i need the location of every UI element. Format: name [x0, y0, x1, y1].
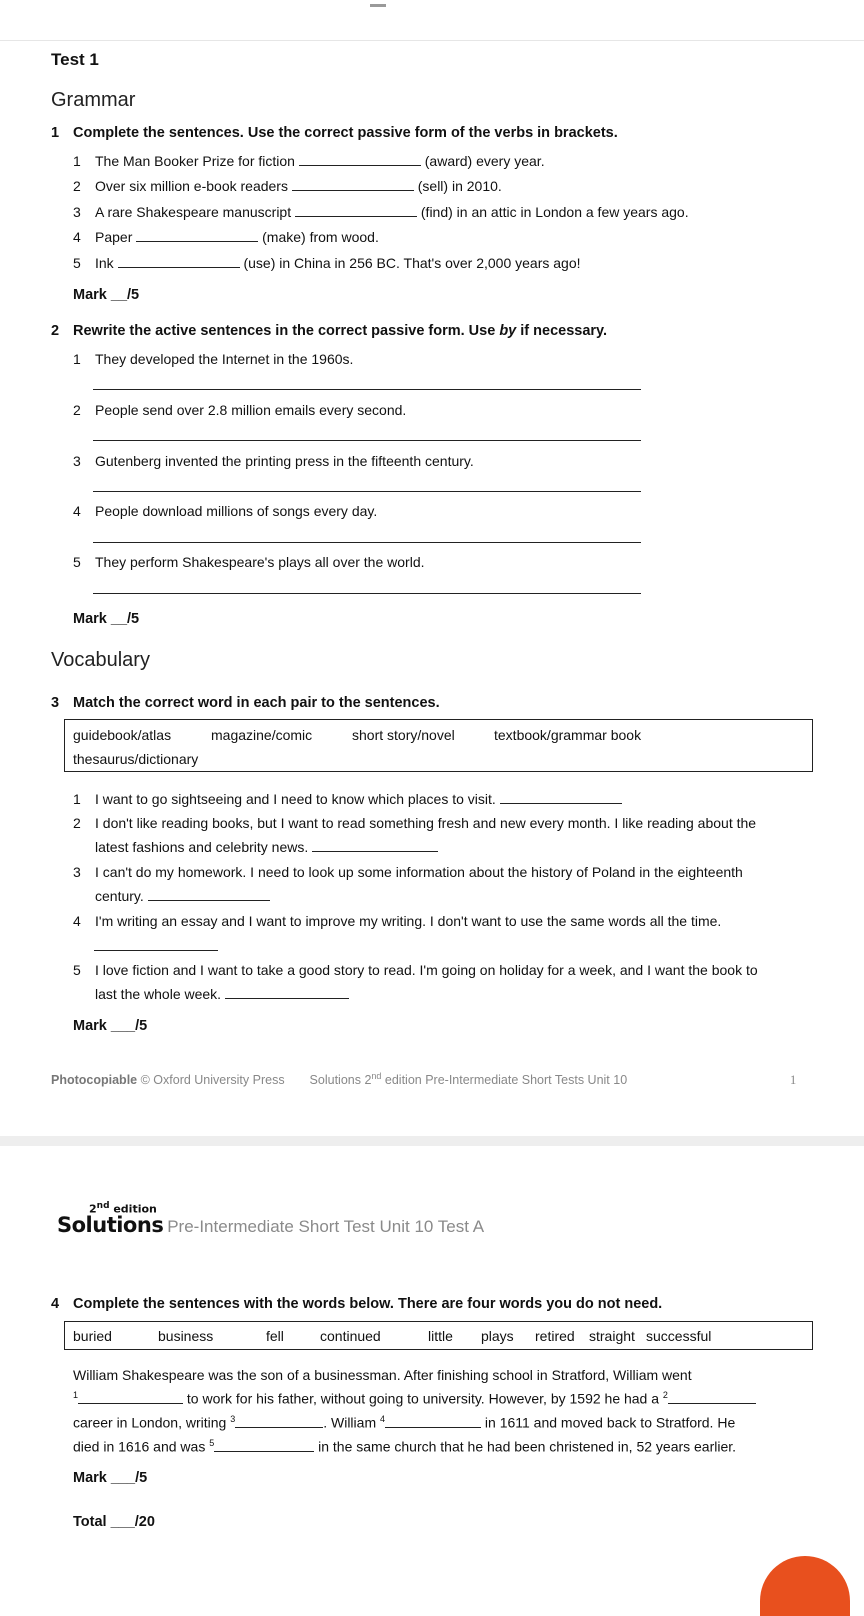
item-text: People send over 2.8 million emails every second.	[95, 402, 407, 418]
page-number: 1	[790, 1073, 797, 1087]
answer-blank[interactable]	[136, 229, 258, 242]
ex1-instruction-text: Complete the sentences. Use the correct passive form of the verbs in brackets.	[73, 125, 618, 141]
answer-blank[interactable]	[500, 791, 622, 804]
passage-line	[73, 1367, 692, 1383]
series-sup: nd	[371, 1071, 382, 1081]
top-bar	[0, 0, 864, 41]
ex2-item	[73, 554, 425, 570]
grammar-heading: Grammar	[51, 89, 136, 111]
item-text: The Man Booker Prize for fiction	[95, 153, 295, 169]
page-separator	[0, 1136, 864, 1146]
item-number: 5	[73, 554, 81, 570]
word-option: guidebook/atlas	[73, 727, 172, 743]
ex3-number: 3	[51, 695, 60, 711]
gap-number: 4	[380, 1414, 386, 1424]
answer-line[interactable]	[93, 491, 641, 492]
passage-line	[73, 1438, 736, 1455]
passage-text: to work for his father, without going to university. However, by 1592 he had a	[183, 1390, 663, 1407]
ex2-instruction-text: Rewrite the active sentences in the correct passive form. Use	[73, 323, 500, 339]
item-text: latest fashions and celebrity news.	[95, 839, 309, 855]
ex1-item	[73, 255, 581, 271]
item-text: They perform Shakespeare's plays all over the world.	[95, 554, 425, 570]
series-text: edition Pre-Intermediate Short Tests Unit 10	[381, 1073, 628, 1088]
ex2-item	[73, 402, 406, 418]
ex1-item	[73, 153, 545, 169]
item-text: Gutenberg invented the printing press in the fifteenth century.	[95, 453, 474, 469]
item-number: 2	[73, 815, 81, 831]
answer-blank[interactable]	[225, 986, 349, 999]
page-footer	[51, 1071, 627, 1087]
series-text: Solutions 2	[309, 1073, 372, 1088]
answer-line[interactable]	[93, 542, 641, 543]
ex1-item	[73, 229, 379, 245]
item-text: People download millions of songs every day.	[95, 503, 378, 519]
item-text: I want to go sightseeing and I need to know which places to visit.	[95, 791, 496, 807]
item-number: 4	[73, 229, 81, 245]
passage-text: died in 1616 and was	[73, 1438, 210, 1455]
item-number: 1	[73, 153, 81, 169]
item-text: I'm writing an essay and I want to improve my writing. I don't want to use the same words all the time.	[95, 913, 722, 929]
answer-blank[interactable]	[295, 204, 417, 217]
passage-text: in 1611 and moved back to Stratford. He	[481, 1414, 736, 1431]
answer-blank[interactable]	[668, 1391, 756, 1404]
passage-line	[73, 1414, 735, 1431]
item-text: I can't do my homework. I need to look up some information about the history of Poland in the eighteenth	[95, 864, 743, 880]
ex2-item	[73, 453, 474, 469]
answer-blank[interactable]	[312, 839, 438, 852]
answer-blank[interactable]	[292, 178, 414, 191]
word-option: thesaurus/dictionary	[73, 751, 199, 767]
ex2-mark: Mark __/5	[73, 611, 140, 627]
vocabulary-heading: Vocabulary	[51, 649, 150, 671]
item-text: Ink	[95, 255, 114, 271]
item-text: (use) in China in 256 BC. That's over 2,000 years ago!	[243, 255, 581, 271]
item-text: A rare Shakespeare manuscript	[95, 204, 292, 220]
ex4-instruction-text: Complete the sentences with the words below. There are four words you do not need.	[73, 1296, 663, 1312]
passage-text: career in London, writing	[73, 1414, 231, 1431]
edition-sup: nd	[96, 1201, 110, 1211]
answer-line[interactable]	[93, 440, 641, 441]
item-number: 4	[73, 913, 81, 929]
word-option: buried	[73, 1328, 112, 1344]
word-option: little	[428, 1328, 453, 1344]
passage-text: in the same church that he had been christened in, 52 years earlier.	[314, 1438, 737, 1455]
ex1-item	[73, 178, 502, 194]
answer-blank[interactable]	[148, 888, 270, 901]
word-option: plays	[481, 1328, 514, 1344]
header-subtitle: Pre-Intermediate Short Test Unit 10 Test A	[167, 1217, 485, 1236]
top-marker	[370, 4, 386, 7]
word-option: short story/novel	[352, 727, 455, 743]
ex1-instruction	[51, 125, 618, 141]
item-text: (make) from wood.	[262, 229, 379, 245]
word-option: retired	[535, 1328, 575, 1344]
item-text: I love fiction and I want to take a good story to read. I'm going on holiday for a week, and I want the book to	[95, 962, 758, 978]
item-text: Paper	[95, 229, 133, 245]
ex3-instruction	[51, 695, 440, 711]
ex3-item-continuation	[95, 888, 270, 904]
ex1-number: 1	[51, 125, 60, 141]
answer-line[interactable]	[93, 389, 641, 390]
answer-blank[interactable]	[94, 950, 218, 951]
item-number: 5	[73, 255, 81, 271]
word-option: straight	[589, 1328, 635, 1344]
gap-number: 1	[73, 1390, 79, 1400]
edition-number: 2	[89, 1202, 97, 1216]
ex4-mark: Mark ___/5	[73, 1470, 148, 1486]
passage-text: . William	[323, 1414, 380, 1431]
ex3-item	[73, 791, 622, 807]
ex3-item	[73, 864, 743, 880]
answer-line[interactable]	[93, 593, 641, 594]
item-text: (sell) in 2010.	[417, 178, 502, 194]
gap-number: 2	[662, 1390, 668, 1400]
passage-text: William Shakespeare was the son of a businessman. After finishing school in Stratford, William went	[73, 1367, 692, 1383]
ex2-instruction-emphasis: by	[499, 323, 517, 339]
word-option: magazine/comic	[211, 727, 313, 743]
word-option: business	[158, 1328, 214, 1344]
answer-blank[interactable]	[385, 1415, 481, 1428]
answer-blank[interactable]	[78, 1391, 183, 1404]
item-text: last the whole week.	[95, 986, 222, 1002]
total-mark: Total ___/20	[73, 1514, 155, 1530]
page-header	[57, 1213, 484, 1237]
word-option: successful	[646, 1328, 712, 1344]
word-option: fell	[266, 1328, 284, 1344]
ex3-item	[73, 815, 756, 831]
floating-action-button[interactable]	[760, 1556, 850, 1616]
item-text: century.	[95, 888, 144, 904]
ex1-item	[73, 204, 689, 220]
item-number: 5	[73, 962, 81, 978]
ex3-item	[73, 913, 721, 929]
ex4-instruction	[51, 1296, 662, 1312]
answer-blank[interactable]	[235, 1415, 323, 1428]
ex3-item-continuation	[95, 839, 438, 855]
answer-blank[interactable]	[118, 255, 240, 268]
item-number: 3	[73, 204, 81, 220]
item-number: 1	[73, 791, 81, 807]
ex2-instruction-text: if necessary.	[516, 323, 608, 339]
answer-blank[interactable]	[214, 1439, 314, 1452]
item-number: 2	[73, 402, 81, 418]
gap-number: 3	[230, 1414, 236, 1424]
ex2-item	[73, 351, 353, 367]
item-text: Over six million e-book readers	[95, 178, 288, 194]
ex3-mark: Mark ___/5	[73, 1018, 148, 1034]
item-text: I don't like reading books, but I want to read something fresh and new every month. I like reading about the	[95, 815, 757, 831]
edition-word: edition	[109, 1202, 157, 1216]
ex4-number: 4	[51, 1296, 60, 1312]
ex1-mark: Mark __/5	[73, 287, 140, 303]
test-label: Test 1	[51, 50, 99, 69]
item-number: 2	[73, 178, 81, 194]
item-number: 1	[73, 351, 81, 367]
photocopiable-label: Photocopiable	[51, 1073, 138, 1088]
brand-logo: Solutions	[57, 1213, 164, 1237]
gap-number: 5	[209, 1438, 215, 1448]
ex3-item	[73, 962, 758, 978]
ex3-item-continuation	[95, 986, 349, 1002]
ex3-instruction-text: Match the correct word in each pair to the sentences.	[73, 695, 440, 711]
item-number: 3	[73, 864, 81, 880]
word-option: textbook/grammar book	[494, 727, 642, 743]
item-number: 4	[73, 503, 81, 519]
item-text: (award) every year.	[424, 153, 545, 169]
ex2-item	[73, 503, 377, 519]
word-option: continued	[320, 1328, 381, 1344]
ex2-number: 2	[51, 323, 60, 339]
answer-blank[interactable]	[299, 153, 421, 166]
copyright-text: © Oxford University Press	[140, 1073, 285, 1088]
item-text: (find) in an attic in London a few years ago.	[420, 204, 689, 220]
item-number: 3	[73, 453, 81, 469]
passage-line	[73, 1390, 756, 1407]
item-text: They developed the Internet in the 1960s.	[95, 351, 354, 367]
ex2-instruction	[51, 323, 607, 339]
